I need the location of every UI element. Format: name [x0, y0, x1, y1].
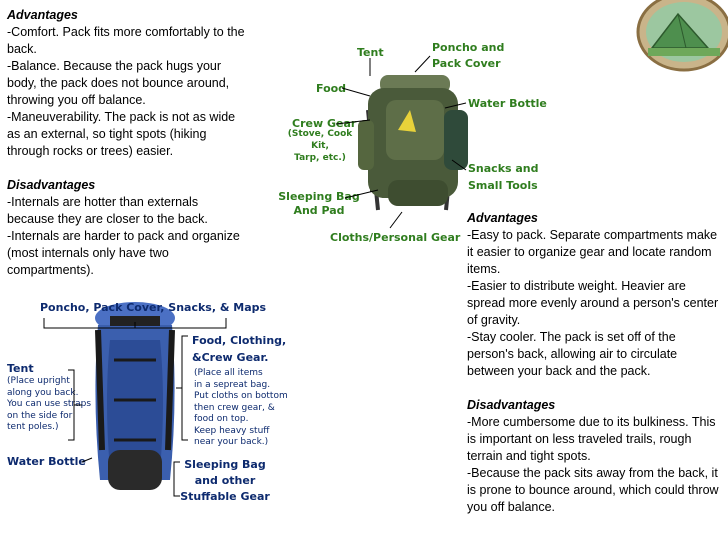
disadvantage-item: -Internals are harder to pack and organize (most internals only have two compartments).	[7, 229, 240, 277]
internal-frame-pack-image	[80, 300, 190, 500]
label-food-clothing: Food, Clothing, &Crew Gear.	[192, 334, 287, 364]
label-tent-note: (Place upright along you back. You can use straps on the side for tent poles.)	[7, 376, 92, 432]
internal-pack-text	[7, 7, 247, 279]
label-tent: Tent	[357, 46, 384, 59]
advantages-heading: Advantages	[467, 211, 538, 225]
external-frame-pack-image	[358, 70, 478, 220]
label-poncho: Poncho and Pack Cover	[432, 41, 505, 70]
disadvantage-item: -Internals are hotter than externals because they are closer to the back.	[7, 195, 208, 226]
label-top-items: Poncho, Pack Cover, Snacks, & Maps	[40, 301, 267, 314]
label-sleeping-bag: Sleeping Bag And Pad	[278, 190, 360, 217]
advantage-item: -Balance. Because the pack hugs your body, the pack does not bounce around, throwing you off balance.	[7, 59, 230, 107]
advantage-item: -Easier to distribute weight. Heavier are spread more evenly around a person's center of gravity.	[467, 279, 719, 327]
advantage-item: -Easy to pack. Separate compartments make it easier to organize gear and locate random items.	[467, 228, 718, 276]
label-crew-gear: Crew Gear	[292, 117, 357, 130]
disadvantages-heading: Disadvantages	[467, 398, 556, 412]
disadvantage-item: -More cumbersome due to its bulkiness. This is important on less traveled trails, rough terrain and tight spots.	[467, 415, 716, 463]
label-water-bottle: Water Bottle	[468, 97, 547, 110]
disadvantage-item: -Because the pack sits away from the back, it is prone to bounce around, which could throw you off balance.	[467, 466, 719, 514]
label-food-note: (Place all items in a sepreat bag. Put cloths on bottom then crew gear, & food on top. Keep heavy stuff near your back.)	[194, 368, 288, 447]
tent-badge-emblem	[628, 0, 728, 70]
advantage-item: -Comfort. Pack fits more comfortably to the back.	[7, 25, 245, 56]
advantage-item: -Stay cooler. The pack is set off of the person's back, allowing air to circulate between your back and the pack.	[467, 330, 678, 378]
label-snacks: Snacks and Small Tools	[468, 162, 539, 192]
label-food: Food	[316, 82, 347, 95]
label-sleeping-bag: Sleeping Bag and other Stuffable Gear	[180, 458, 270, 503]
label-tent: Tent	[7, 362, 34, 375]
advantages-heading: Advantages	[7, 8, 78, 22]
label-water-bottle: Water Bottle	[7, 455, 86, 468]
label-crew-gear-detail: (Stove, Cook Kit, Tarp, etc.)	[287, 129, 353, 163]
advantage-item: -Maneuverability. The pack is not as wide as an external, so tight spots (hiking through rocks or trees) easier.	[7, 110, 236, 158]
label-cloths: Cloths/Personal Gear	[330, 231, 461, 244]
disadvantages-heading: Disadvantages	[7, 178, 96, 192]
external-pack-text	[467, 210, 719, 516]
